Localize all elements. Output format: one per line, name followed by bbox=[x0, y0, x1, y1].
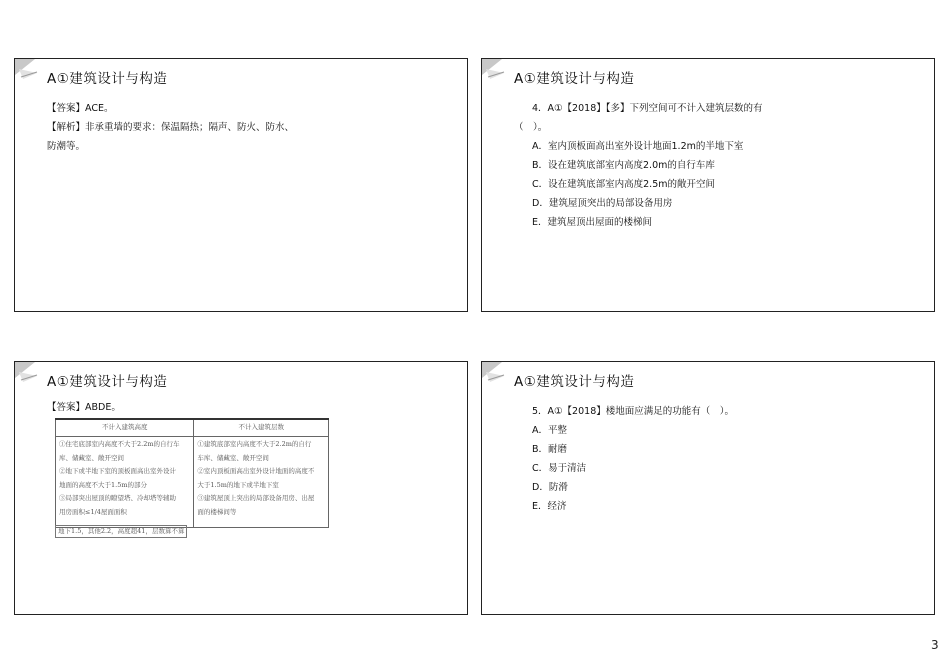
answer-line: 【答案】ABDE。 bbox=[47, 402, 121, 413]
corner-logo-icon bbox=[15, 59, 43, 83]
corner-logo-icon bbox=[482, 59, 510, 83]
option-e: E．建筑屋顶出屋面的楼梯间 bbox=[532, 217, 653, 228]
table-footnote: 地下1.5，其他2.2，高度超41，层数算不算 bbox=[55, 525, 187, 538]
explanation-line: 【解析】非承重墙的要求：保温隔热；隔声、防火、防水、 bbox=[47, 122, 295, 133]
option-c: C．设在建筑底部室内高度2.5m的敞开空间 bbox=[532, 179, 715, 190]
question-text: 5．A①【2018】楼地面应满足的功能有（ ）。 bbox=[532, 406, 734, 417]
slide-title: A①建筑设计与构造 bbox=[47, 374, 168, 390]
slide-body bbox=[514, 402, 912, 516]
corner-logo-icon bbox=[15, 362, 43, 386]
answer-line: 【答案】ACE。 bbox=[47, 103, 114, 114]
slide-title: A①建筑设计与构造 bbox=[47, 71, 168, 87]
comparison-table bbox=[55, 418, 329, 528]
option-b: B．耐磨 bbox=[532, 444, 568, 455]
slide-body bbox=[514, 99, 912, 232]
question-text-cont: （ ）。 bbox=[514, 122, 548, 133]
table-cell-height: ①住宅底部室内高度不大于2.2m的自行车 库、储藏室、敞开空间 ②地下或半地下室的顶板面高出室外设计 地面的高度不大于1.5m的部分 ③局部突出屋顶的瞭望塔、冷却塔等辅助 用房面积≤1/4屋面面积 bbox=[56, 437, 194, 528]
table-row bbox=[56, 437, 329, 528]
slide-3 bbox=[14, 361, 468, 615]
slide-1 bbox=[14, 58, 468, 312]
slide-2 bbox=[481, 58, 935, 312]
option-a: A．平整 bbox=[532, 425, 567, 436]
slide-4 bbox=[481, 361, 935, 615]
slide-body bbox=[47, 398, 445, 417]
table-header: 不计入建筑高度 bbox=[56, 419, 194, 437]
option-b: B．设在建筑底部室内高度2.0m的自行车库 bbox=[532, 160, 715, 171]
page-number: 3 bbox=[931, 638, 939, 652]
explanation-line: 防潮等。 bbox=[47, 141, 86, 152]
table-cell-floors: ①建筑底部室内高度不大于2.2m的自行 车库、储藏室、敞开空间 ②室内顶板面高出室外设计地面的高度不 大于1.5m的地下或半地下室 ③建筑屋顶上突出的局部设备用房、出屋 面的楼梯间等 bbox=[194, 437, 329, 528]
slide-title: A①建筑设计与构造 bbox=[514, 374, 635, 390]
option-e: E．经济 bbox=[532, 501, 567, 512]
table-header: 不计入建筑层数 bbox=[194, 419, 329, 437]
slide-title: A①建筑设计与构造 bbox=[514, 71, 635, 87]
question-text: 4．A①【2018】【多】下列空间可不计入建筑层数的有 bbox=[532, 103, 763, 114]
option-d: D．建筑屋顶突出的局部设备用房 bbox=[532, 198, 673, 209]
corner-logo-icon bbox=[482, 362, 510, 386]
option-c: C．易于清洁 bbox=[532, 463, 587, 474]
option-d: D．防滑 bbox=[532, 482, 568, 493]
option-a: A．室内顶板面高出室外设计地面1.2m的半地下室 bbox=[532, 141, 744, 152]
slide-body bbox=[47, 99, 445, 156]
